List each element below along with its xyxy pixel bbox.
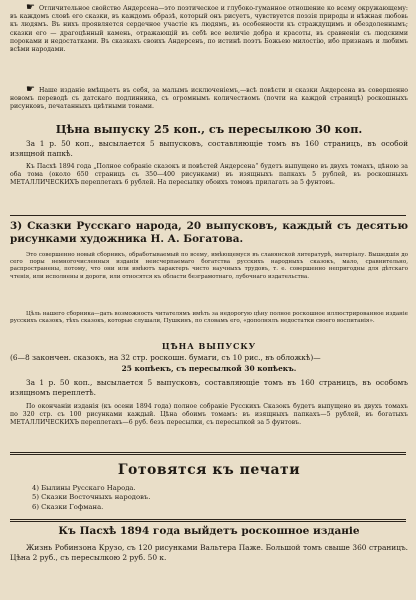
- price-heading: ЦѢНА ВЫПУСКУ: [161, 341, 257, 351]
- list-item: 6) Сказки Гофмана.: [32, 502, 104, 511]
- upcoming-list: [10, 484, 408, 512]
- easter-announcement-1: Къ Пасхѣ 1894 года „Полное собраніе сказокъ и повѣстей Андерсена“ будетъ выпущено въ двухъ томахъ, цѣною за оба тома (около 650 страницъ съ 350—400 рисунками) въ изящныхъ папкахъ 5 рублей, въ роскошныхъ МЕТАЛЛИЧЕСКИХЪ переплетахъ 6 рублей. На пересылку обоихъ томовъ прилагать за 5 фунтовъ.: [10, 163, 408, 187]
- russian-tales-title: 3) Сказки Русскаго народа, 20 выпусковъ, каждый съ десятью рисунками художника Н. А. Богатова.: [10, 220, 408, 245]
- robinson-ad-title: Къ Пасхѣ 1894 года выйдетъ роскошное изданіе: [58, 525, 360, 537]
- russian-tales-desc: Это совершенно новый сборникъ, обработываемый по всему, имѣющемуся въ славянской литературѣ, матеріалу. Вышедшія до сего поры немногочисленныя изданія неисчерпаемаго богатства русскихъ народныхъ сказокъ, мало, сравнительно, распространены, потому, что они или имѣютъ характеръ чисто научныхъ трудовъ, т. е. совершенно непригодны для дѣтскаго чтенія, или исполнены и дороги, или относятся къ области безграмотнаго, лубочнаго издательства.: [10, 252, 408, 280]
- list-item: 4) Былины Русскаго Народа.: [32, 484, 136, 492]
- price-line-1: Цѣна выпуску 25 коп., съ пересылкою 30 коп.: [55, 122, 363, 136]
- section-heading: Готовятся къ печати: [117, 462, 301, 478]
- double-divider: [10, 452, 406, 455]
- edition-paragraph: ☛ Наше изданіе вмѣщаетъ въ себя, за малымъ исключеніемъ,—всѣ повѣсти и сказки Андерсена въ совершенно новомъ переводѣ съ датскаго подлинника, съ огромнымъ количествомъ (почти на каждой страницѣ) роскошныхъ рисунковъ, печатанныхъ цвѣтными тонами.: [10, 84, 408, 111]
- pointing-hand-icon: ☛: [26, 2, 35, 13]
- volume-price-2: За 1 р. 50 коп., высылается 5 выпусковъ, составляющіе томъ въ 160 страницъ, въ особомъ изящномъ переплетѣ.: [10, 378, 408, 397]
- russian-tales-goal: Цѣль нашего сборника—дать возможность читателямъ имѣть за недорогую цѣну полное роскошное иллюстрированное изданіе русскихъ сказокъ, тѣхъ сказокъ, которые слушали, Пушкинъ, по словамъ его, «дополнялъ недостатки своего воспитанія».: [10, 311, 408, 325]
- divider: [10, 215, 406, 216]
- easter-announcement-2: По окончаніи изданія (къ осени 1894 года) полное собраніе Русскихъ Сказокъ будетъ выпущено въ двухъ томахъ по 320 стр. съ 100 рисунками каждый. Цѣна обоимъ томамъ: въ изящныхъ папкахъ—5 рублей, въ богатыхъ МЕТАЛЛИЧЕСКИХЪ переплетахъ—6 руб. безъ пересылки, съ пересылкой за 5 фунтовъ.: [10, 403, 408, 427]
- volume-price-1: За 1 р. 50 коп., высылается 5 выпусковъ, составляющіе томъ въ 160 страницъ, въ особой изящной папкѣ.: [10, 139, 408, 158]
- issue-price: 25 копѣекъ, съ пересылкой 30 копѣекъ.: [121, 364, 297, 373]
- double-divider: [10, 519, 406, 522]
- pointing-hand-icon: ☛: [26, 84, 35, 95]
- intro-paragraph: ☛ Отличительное свойство Андерсена—это поэтическое и глубоко-гуманное отношение ко всему окружающему: въ каждомъ словѣ его сказки, въ каждомъ образѣ, который онъ рисуетъ, чувствуется поэзія природы и нѣжная любовь къ людямъ. Въ нихъ проявляется сердечное участіе къ людямъ, въ особенности къ страждущимъ и обездоленнымъ; сказки его — драгоцѣнный камень, отражающій въ себѣ все величіе добра и красоты, въ сравненіи съ людскими пороками и недостатками. Въ сказкахъ своихъ Андерсенъ, по истинѣ поэтъ Божьею милостію, ибо признанъ и любимъ всѣми народами.: [10, 2, 408, 54]
- robinson-ad-text: Жизнь Робинзона Крузо, съ 120 рисунками Вальтера Паже. Большой томъ свыше 360 страницъ. Цѣна 2 руб., съ пересылкою 2 руб. 50 к.: [10, 543, 408, 562]
- issue-contents: (6—8 закончен. сказокъ, на 32 стр. роскошн. бумаги, съ 10 рис., въ обложкѣ)—: [10, 353, 321, 362]
- list-item: 5) Сказки Восточныхъ народовъ.: [32, 493, 151, 502]
